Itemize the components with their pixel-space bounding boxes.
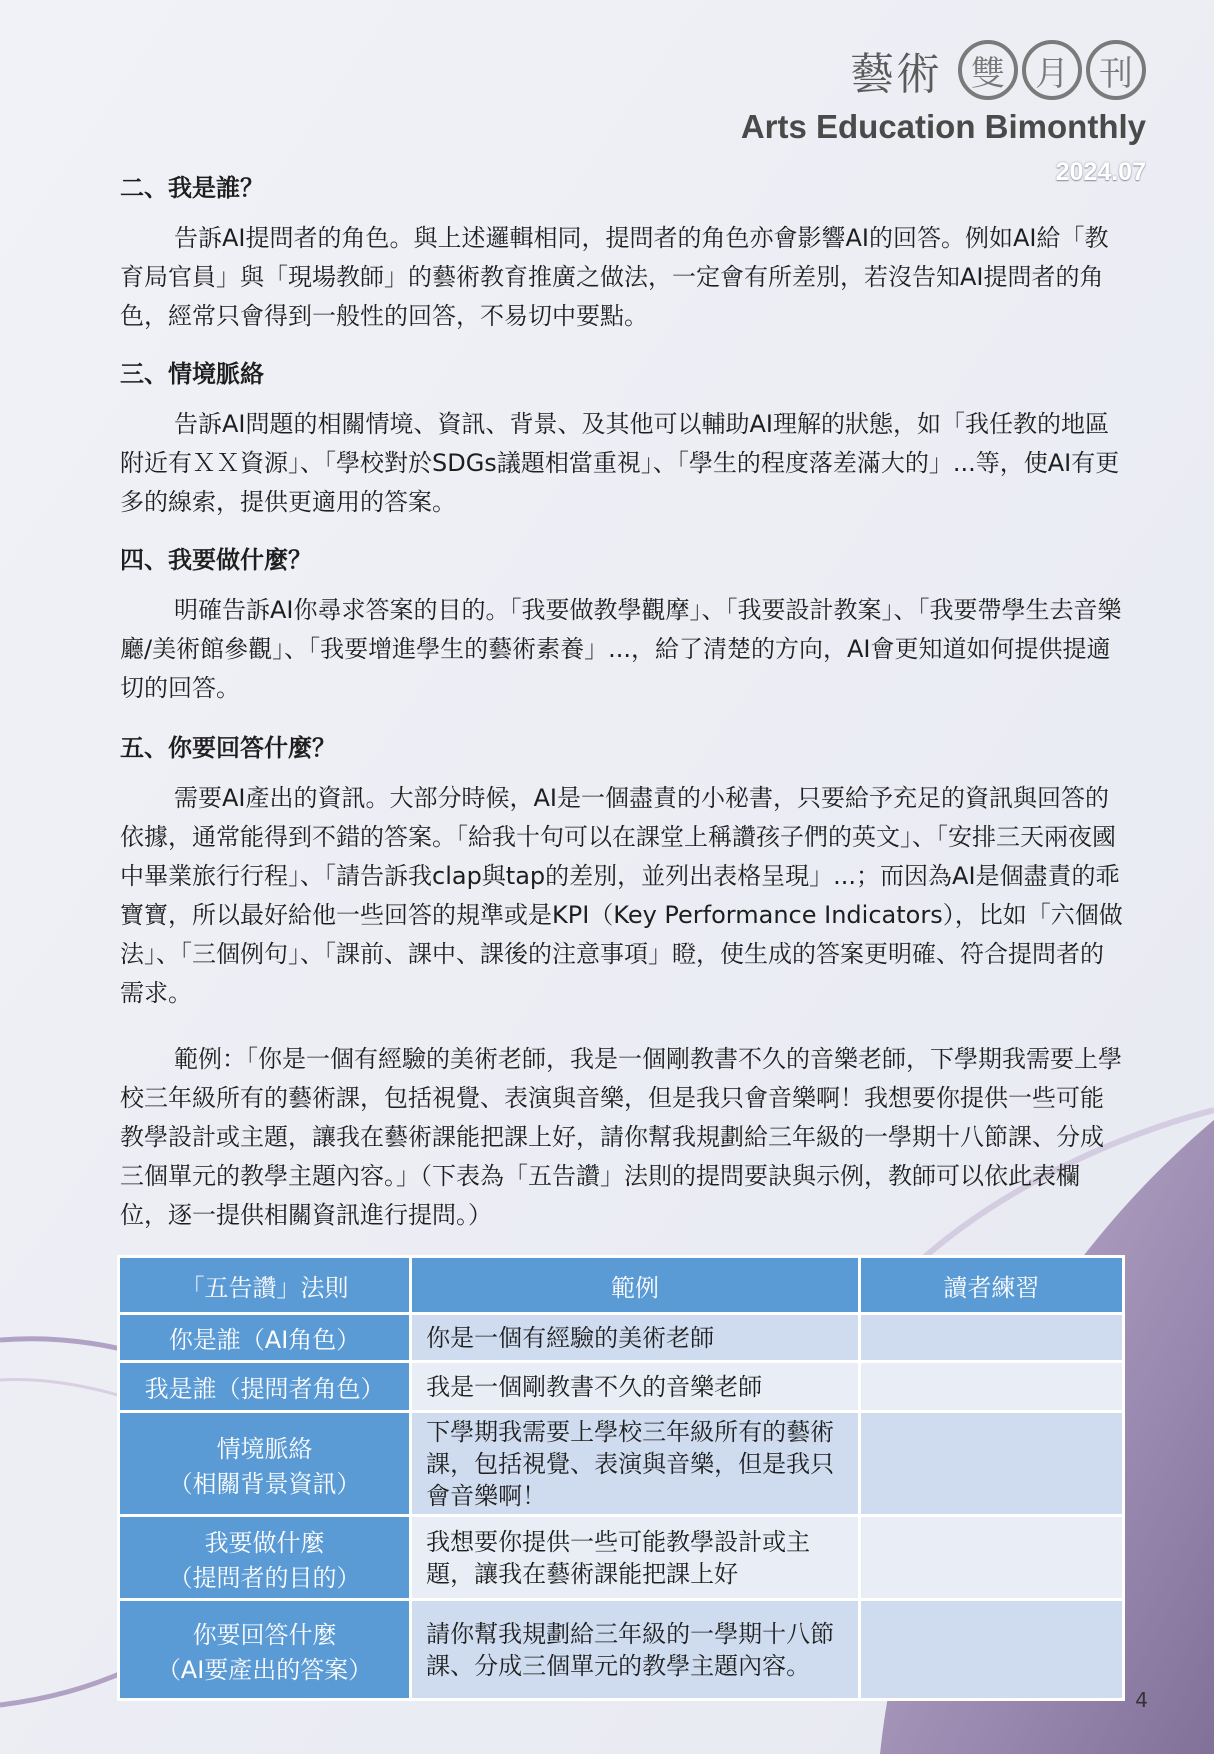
table-example-cell: 我想要你提供一些可能教學設計或主題，讓我在藝術課能把課上好 [411,1516,860,1600]
header-example: 範例 [411,1257,860,1314]
table-practice-cell[interactable] [859,1600,1123,1700]
table-row [119,1412,1124,1516]
section-heading-what-to-do: 四、我要做什麼？ [120,546,312,574]
five-tips-table [117,1255,1125,1701]
table-practice-cell[interactable] [859,1412,1123,1516]
header-rule: 「五告讚」法則 [119,1257,411,1314]
table-practice-cell[interactable] [859,1516,1123,1600]
masthead-circle-3: 刊 [1086,40,1146,100]
section-heading-what-to-answer: 五、你要回答什麼？ [120,734,336,762]
table-key-label: 你是誰（AI角色） [168,1326,361,1354]
masthead-circle-2: 月 [1022,40,1082,100]
table-key-label: 你要回答什麼 [192,1620,337,1649]
masthead-title-en: Arts Education Bimonthly [740,108,1146,145]
table-row [119,1600,1124,1700]
masthead-circle-1: 雙 [958,40,1018,100]
table-row [119,1362,1124,1412]
table-practice-cell[interactable] [859,1362,1123,1412]
table-example-cell: 請你幫我規劃給三年級的一學期十八節課、分成三個單元的教學主題內容。 [411,1600,860,1700]
table-header-row [119,1257,1124,1314]
table-key-label: 我要做什麼 [204,1528,325,1557]
section-paragraph-context: 告訴AI問題的相關情境、資訊、背景、及其他可以輔助AI理解的狀態，如「我任教的地區附近有ＸＸ資源」、「學校對於SDGs議題相當重視」、「學生的程度落差滿大的」...等，使AI有更多的線索，提供更適用的答案。 [120,410,1120,516]
section-paragraph-who-am-i: 告訴AI提問者的角色。與上述邏輯相同，提問者的角色亦會影響AI的回答。例如AI給「教育局官員」與「現場教師」的藝術教育推廣之做法，一定會有所差別，若沒告知AI提問者的角色，經常只會得到一般性的回答，不易切中要點。 [120,224,1109,330]
section-heading-context: 三、情境脈絡 [120,360,264,388]
page-number: 4 [1135,1688,1148,1712]
table-key-cell [119,1412,411,1516]
section-heading-who-am-i: 二、我是誰？ [120,174,264,202]
table-key-sublabel: （相關背景資訊） [168,1469,361,1498]
table-key-cell [119,1314,411,1362]
table-key-cell [119,1516,411,1600]
table-example-cell: 我是一個剛教書不久的音樂老師 [411,1362,860,1412]
table-key-sublabel: （AI要產出的答案） [156,1655,373,1684]
table-example-cell: 下學期我需要上學校三年級所有的藝術課，包括視覺、表演與音樂，但是我只會音樂啊！ [411,1412,860,1516]
example-paragraph: 範例：「你是一個有經驗的美術老師，我是一個剛教書不久的音樂老師，下學期我需要上學校三年級所有的藝術課，包括視覺、表演與音樂，但是我只會音樂啊！我想要你提供一些可能教學設計或主題，讓我在藝術課能把課上好，請你幫我規劃給三年級的一學期十八節課、分成三個單元的教學主題內容。」（下表為「五告讚」法則的提問要訣與示例，教師可以依此表欄位，逐一提供相關資訊進行提問。） [120,1045,1122,1229]
table-key-cell [119,1362,411,1412]
table-example-cell: 你是一個有經驗的美術老師 [411,1314,860,1362]
table-key-cell [119,1600,411,1700]
section-paragraph-what-to-answer: 需要AI產出的資訊。大部分時候，AI是一個盡責的小秘書，只要給予充足的資訊與回答的依據，通常能得到不錯的答案。「給我十句可以在課堂上稱讚孩子們的英文」、「安排三天兩夜國中畢業旅行行程」、「請告訴我clap與tap的差別，並列出表格呈現」...；而因為AI是個盡責的乖寶寶，所以最好給他一些回答的規準或是KPI（Key Performance Indicators），比如「六個做法」、「三個例句」、「課前、課中、課後的注意事項」瞪，使生成的答案更明確、符合提問者的需求。 [120,784,1123,1007]
header-practice: 讀者練習 [859,1257,1123,1314]
table-row [119,1516,1124,1600]
masthead-cn-title [850,34,1146,106]
table-key-label: 我是誰（提問者角色） [144,1375,385,1403]
masthead-title-cn: 藝術 [850,49,942,100]
section-paragraph-what-to-do: 明確告訴AI你尋求答案的目的。「我要做教學觀摩」、「我要設計教案」、「我要帶學生去音樂廳/美術館參觀」、「我要增進學生的藝術素養」...，給了清楚的方向，AI會更知道如何提供提適切的回答。 [120,596,1122,702]
table-key-sublabel: （提問者的目的） [168,1563,361,1592]
masthead [706,34,1146,184]
table-practice-cell[interactable] [859,1314,1123,1362]
table-key-label: 情境脈絡 [216,1434,313,1463]
table-row [119,1314,1124,1362]
masthead-date: 2024.07 [1055,158,1146,186]
